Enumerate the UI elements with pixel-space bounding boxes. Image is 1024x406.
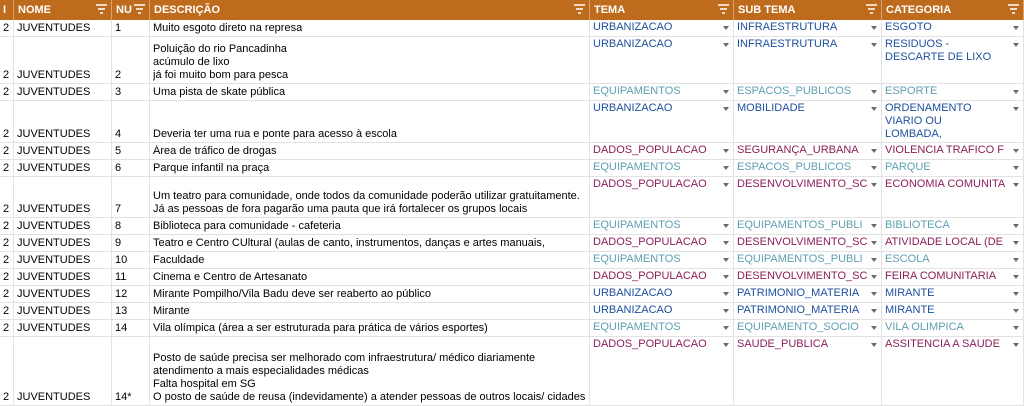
table-row [0,20,1024,37]
nome-value: JUVENTUDES [17,237,91,249]
cell-desc[interactable] [150,84,590,100]
tema-value: EQUIPAMENTOS [593,219,681,231]
categoria-value: BIBLIOTECA [885,219,950,231]
cell-categoria[interactable] [882,269,1024,285]
table-row [0,37,1024,84]
desc-value: Poluição do rio Pancadinha acúmulo de lixo já foi muito bom para pesca [153,43,289,81]
subtema-value: EQUIPAMENTOS_PUBLI [737,219,863,231]
cell-id[interactable] [0,177,14,217]
cell-nome[interactable] [14,320,112,336]
cell-nome[interactable] [14,143,112,159]
desc-value: Deveria ter uma rua e ponte para acesso à escola [153,128,397,140]
cell-subtema[interactable] [734,160,882,176]
nome-value: JUVENTUDES [17,69,91,81]
header-categoria-label: CATEGORIA [886,4,952,16]
nome-value: JUVENTUDES [17,305,91,317]
cell-subtema[interactable] [734,37,882,83]
cell-nome[interactable] [14,218,112,234]
cell-tema[interactable] [590,20,734,36]
cell-id[interactable] [0,218,14,234]
dropdown-arrow-icon[interactable] [723,258,729,262]
cell-num[interactable] [112,252,150,268]
num-value: 12 [115,288,128,300]
table-row [0,252,1024,269]
dropdown-arrow-icon[interactable] [871,326,877,330]
nome-value: JUVENTUDES [17,220,91,232]
num-value: 2 [115,69,122,81]
header-nome[interactable] [14,0,112,20]
cell-num[interactable] [112,320,150,336]
cell-subtema[interactable] [734,177,882,217]
categoria-value: FEIRA COMUNITARIA [885,270,997,282]
header-row [0,0,1024,20]
subtema-value: DESENVOLVIMENTO_SC [737,178,867,190]
dropdown-arrow-icon[interactable] [723,43,729,47]
table-row [0,160,1024,177]
cell-nome[interactable] [14,84,112,100]
num-value: 14* [115,391,132,403]
dropdown-arrow-icon[interactable] [723,275,729,279]
dropdown-arrow-icon[interactable] [1013,43,1019,47]
subtema-value: ESPACOS_PUBLICOS [737,161,852,173]
cell-categoria[interactable] [882,235,1024,251]
cell-subtema[interactable] [734,235,882,251]
cell-categoria[interactable] [882,303,1024,319]
subtema-value: DESENVOLVIMENTO_SC [737,270,867,282]
table-row [0,143,1024,160]
cell-num[interactable] [112,303,150,319]
dropdown-arrow-icon[interactable] [871,309,877,313]
cell-categoria[interactable] [882,160,1024,176]
dropdown-arrow-icon[interactable] [871,26,877,30]
cell-desc[interactable] [150,37,590,83]
cell-subtema[interactable] [734,20,882,36]
header-subtema-label: SUB TEMA [738,4,796,16]
dropdown-arrow-icon[interactable] [723,26,729,30]
cell-nome[interactable] [14,37,112,83]
dropdown-arrow-icon[interactable] [871,43,877,47]
id-value: 2 [3,322,10,334]
categoria-value: VIOLENCIA TRAFICO F [885,144,1004,156]
cell-id[interactable] [0,303,14,319]
id-value: 2 [3,254,10,266]
num-value: 7 [115,203,122,215]
table-row [0,320,1024,337]
filter-icon[interactable] [134,3,145,15]
header-descricao[interactable] [150,0,590,20]
cell-tema[interactable] [590,320,734,336]
cell-id[interactable] [0,252,14,268]
cell-categoria[interactable] [882,252,1024,268]
cell-nome[interactable] [14,303,112,319]
num-value: 3 [115,86,122,98]
num-value: 9 [115,237,122,249]
cell-id[interactable] [0,269,14,285]
cell-tema[interactable] [590,84,734,100]
dropdown-arrow-icon[interactable] [871,241,877,245]
dropdown-arrow-icon[interactable] [871,149,877,153]
desc-value: Vila olímpica (área a ser estruturada para prática de vários esportes) [153,322,488,334]
id-value: 2 [3,288,10,300]
table-row [0,286,1024,303]
dropdown-arrow-icon[interactable] [871,275,877,279]
cell-num[interactable] [112,269,150,285]
cell-num[interactable] [112,143,150,159]
dropdown-arrow-icon[interactable] [1013,166,1019,170]
categoria-value: ATIVIDADE LOCAL (DE [885,236,1003,248]
nome-value: JUVENTUDES [17,22,91,34]
desc-value: Área de tráfico de drogas [153,145,277,157]
cell-id[interactable] [0,84,14,100]
dropdown-arrow-icon[interactable] [871,166,877,170]
cell-categoria[interactable] [882,177,1024,217]
cell-num[interactable] [112,20,150,36]
cell-nome[interactable] [14,20,112,36]
dropdown-arrow-icon[interactable] [1013,26,1019,30]
cell-tema[interactable] [590,269,734,285]
subtema-value: PATRIMONIO_MATERIA [737,287,860,299]
dropdown-arrow-icon[interactable] [723,292,729,296]
nome-value: JUVENTUDES [17,322,91,334]
cell-tema[interactable] [590,160,734,176]
dropdown-arrow-icon[interactable] [723,107,729,111]
cell-categoria[interactable] [882,20,1024,36]
cell-categoria[interactable] [882,320,1024,336]
table-row [0,218,1024,235]
tema-value: EQUIPAMENTOS [593,253,681,265]
cell-num[interactable] [112,37,150,83]
cell-tema[interactable] [590,235,734,251]
dropdown-arrow-icon[interactable] [723,183,729,187]
cell-subtema[interactable] [734,143,882,159]
desc-value: Posto de saúde precisa ser melhorado com infraestrutura/ médico diariamente atendimento a mais especialidades médicas Falta hospital em SG O posto de saúde de reusa (indevidamente) a atender pessoas de outros locais/ cidades [153,352,586,403]
cell-desc[interactable] [150,101,590,142]
desc-value: Muito esgoto direto na represa [153,22,303,34]
dropdown-arrow-icon[interactable] [1013,292,1019,296]
tema-value: DADOS_POPULACAO [593,338,707,350]
cell-nome[interactable] [14,269,112,285]
desc-value: Biblioteca para comunidade - cafeteria [153,220,341,232]
id-value: 2 [3,86,10,98]
tema-value: URBANIZACAO [593,21,673,33]
categoria-value: ECONOMIA COMUNITA [885,178,1006,190]
dropdown-arrow-icon[interactable] [1013,275,1019,279]
table-row [0,303,1024,320]
dropdown-arrow-icon[interactable] [723,90,729,94]
cell-id[interactable] [0,101,14,142]
subtema-value: EQUIPAMENTOS_PUBLI [737,253,863,265]
table-row [0,84,1024,101]
cell-categoria[interactable] [882,143,1024,159]
cell-id[interactable] [0,143,14,159]
nome-value: JUVENTUDES [17,128,91,140]
cell-subtema[interactable] [734,303,882,319]
cell-subtema[interactable] [734,269,882,285]
num-value: 5 [115,145,122,157]
cell-num[interactable] [112,101,150,142]
id-value: 2 [3,203,10,215]
dropdown-arrow-icon[interactable] [871,343,877,347]
cell-subtema[interactable] [734,101,882,142]
cell-tema[interactable] [590,143,734,159]
dropdown-arrow-icon[interactable] [1013,258,1019,262]
subtema-value: SEGURANÇA_URBANA [737,144,859,156]
num-value: 14 [115,322,128,334]
dropdown-arrow-icon[interactable] [723,149,729,153]
dropdown-arrow-icon[interactable] [871,90,877,94]
desc-value: Uma pista de skate pública [153,86,286,98]
cell-subtema[interactable] [734,320,882,336]
subtema-value: MOBILIDADE [737,102,805,114]
categoria-value: ESGOTO [885,21,932,33]
dropdown-arrow-icon[interactable] [1013,224,1019,228]
categoria-value: ESCOLA [885,253,930,265]
dropdown-arrow-icon[interactable] [723,166,729,170]
dropdown-arrow-icon[interactable] [723,326,729,330]
tema-value: URBANIZACAO [593,304,673,316]
dropdown-arrow-icon[interactable] [1013,241,1019,245]
tema-value: DADOS_POPULACAO [593,270,707,282]
nome-value: JUVENTUDES [17,145,91,157]
filter-icon[interactable] [866,3,877,15]
cell-nome[interactable] [14,160,112,176]
cell-desc[interactable] [150,337,590,405]
header-numero-label: NU [116,4,132,16]
dropdown-arrow-icon[interactable] [723,241,729,245]
num-value: 4 [115,128,122,140]
table-row [0,235,1024,252]
nome-value: JUVENTUDES [17,86,91,98]
tema-value: EQUIPAMENTOS [593,161,681,173]
tema-value: URBANIZACAO [593,287,673,299]
desc-value: Teatro e Centro CUltural (aulas de canto, instrumentos, danças e artes manuais, [153,237,545,249]
cell-categoria[interactable] [882,101,1024,142]
cell-subtema[interactable] [734,252,882,268]
id-value: 2 [3,391,10,403]
id-value: 2 [3,69,10,81]
cell-nome[interactable] [14,337,112,405]
dropdown-arrow-icon[interactable] [723,224,729,228]
cell-id[interactable] [0,320,14,336]
cell-desc[interactable] [150,177,590,217]
header-subtema[interactable] [734,0,882,20]
cell-categoria[interactable] [882,37,1024,83]
cell-nome[interactable] [14,177,112,217]
cell-num[interactable] [112,84,150,100]
cell-nome[interactable] [14,101,112,142]
desc-value: Mirante Pompilho/Vila Badu deve ser reaberto ao público [153,288,432,300]
cell-tema[interactable] [590,252,734,268]
table-row [0,337,1024,406]
header-id-label: I [3,4,7,16]
table-row [0,269,1024,286]
tema-value: DADOS_POPULACAO [593,144,707,156]
desc-value: Faculdade [153,254,205,266]
cell-id[interactable] [0,20,14,36]
subtema-value: SAUDE_PUBLICA [737,338,829,350]
cell-num[interactable] [112,337,150,405]
dropdown-arrow-icon[interactable] [723,343,729,347]
tema-value: DADOS_POPULACAO [593,178,707,190]
cell-subtema[interactable] [734,337,882,405]
subtema-value: ESPACOS_PUBLICOS [737,85,852,97]
desc-value: Parque infantil na praça [153,162,270,174]
nome-value: JUVENTUDES [17,254,91,266]
cell-nome[interactable] [14,286,112,302]
dropdown-arrow-icon[interactable] [1013,309,1019,313]
desc-value: Um teatro para comunidade, onde todos da comunidade poderão utilizar gratuitamente. Já as pessoas de fora pagarão uma pauta que irá fortalecer os grupos locais [153,190,580,215]
subtema-value: DESENVOLVIMENTO_SC [737,236,867,248]
categoria-value: MIRANTE [885,287,935,299]
cell-num[interactable] [112,286,150,302]
dropdown-arrow-icon[interactable] [723,309,729,313]
nome-value: JUVENTUDES [17,162,91,174]
dropdown-arrow-icon[interactable] [1013,183,1019,187]
header-tema-label: TEMA [594,4,626,16]
cell-id[interactable] [0,337,14,405]
categoria-value: VILA OLIMPICA [885,321,964,333]
nome-value: JUVENTUDES [17,288,91,300]
cell-tema[interactable] [590,218,734,234]
cell-id[interactable] [0,160,14,176]
id-value: 2 [3,305,10,317]
header-nome-label: NOME [18,4,51,16]
cell-num[interactable] [112,177,150,217]
header-numero[interactable] [112,0,150,20]
nome-value: JUVENTUDES [17,271,91,283]
dropdown-arrow-icon[interactable] [871,258,877,262]
num-value: 10 [115,254,128,266]
id-value: 2 [3,220,10,232]
num-value: 8 [115,220,122,232]
nome-value: JUVENTUDES [17,203,91,215]
subtema-value: INFRAESTRUTURA [737,38,838,50]
cell-tema[interactable] [590,303,734,319]
subtema-value: EQUIPAMENTO_SOCIO [737,321,859,333]
categoria-value: ESPORTE [885,85,938,97]
cell-id[interactable] [0,286,14,302]
filter-icon[interactable] [574,3,585,15]
cell-nome[interactable] [14,252,112,268]
num-value: 1 [115,22,122,34]
categoria-value: RESIDUOS - DESCARTE DE LIXO [885,38,992,63]
cell-desc[interactable] [150,286,590,302]
tema-value: EQUIPAMENTOS [593,321,681,333]
dropdown-arrow-icon[interactable] [1013,326,1019,330]
filter-icon[interactable] [1008,3,1019,15]
num-value: 11 [115,271,127,283]
desc-value: Cinema e Centro de Artesanato [153,271,308,283]
cell-subtema[interactable] [734,84,882,100]
subtema-value: INFRAESTRUTURA [737,21,838,33]
categoria-value: PARQUE [885,161,931,173]
header-descricao-label: DESCRIÇÃO [154,4,221,16]
cell-id[interactable] [0,37,14,83]
filter-icon[interactable] [96,3,107,15]
desc-value: Mirante [153,305,190,317]
dropdown-arrow-icon[interactable] [871,224,877,228]
cell-num[interactable] [112,218,150,234]
cell-categoria[interactable] [882,286,1024,302]
cell-desc[interactable] [150,20,590,36]
header-categoria[interactable] [882,0,1024,20]
cell-desc[interactable] [150,320,590,336]
id-value: 2 [3,237,10,249]
id-value: 2 [3,145,10,157]
subtema-value: PATRIMONIO_MATERIA [737,304,860,316]
table-row [0,177,1024,218]
dropdown-arrow-icon[interactable] [1013,107,1019,111]
cell-desc[interactable] [150,235,590,251]
dropdown-arrow-icon[interactable] [1013,343,1019,347]
cell-categoria[interactable] [882,337,1024,405]
tema-value: DADOS_POPULACAO [593,236,707,248]
dropdown-arrow-icon[interactable] [871,107,877,111]
id-value: 2 [3,22,10,34]
cell-subtema[interactable] [734,286,882,302]
num-value: 6 [115,162,122,174]
id-value: 2 [3,271,10,283]
cell-num[interactable] [112,160,150,176]
num-value: 13 [115,305,128,317]
cell-desc[interactable] [150,303,590,319]
cell-tema[interactable] [590,101,734,142]
cell-subtema[interactable] [734,218,882,234]
cell-num[interactable] [112,235,150,251]
filter-icon[interactable] [718,3,729,15]
tema-value: URBANIZACAO [593,38,673,50]
categoria-value: ORDENAMENTO VIARIO OU LOMBADA, [885,102,972,140]
cell-desc[interactable] [150,160,590,176]
cell-tema[interactable] [590,286,734,302]
dropdown-arrow-icon[interactable] [871,292,877,296]
table-row [0,101,1024,143]
dropdown-arrow-icon[interactable] [1013,149,1019,153]
tema-value: URBANIZACAO [593,102,673,114]
cell-nome[interactable] [14,235,112,251]
categoria-value: ASSITENCIA A SAUDE [885,338,1000,350]
cell-desc[interactable] [150,269,590,285]
cell-tema[interactable] [590,177,734,217]
cell-categoria[interactable] [882,84,1024,100]
categoria-value: MIRANTE [885,304,935,316]
cell-categoria[interactable] [882,218,1024,234]
cell-id[interactable] [0,235,14,251]
dropdown-arrow-icon[interactable] [871,183,877,187]
id-value: 2 [3,128,10,140]
tema-value: EQUIPAMENTOS [593,85,681,97]
cell-desc[interactable] [150,218,590,234]
cell-tema[interactable] [590,37,734,83]
header-tema[interactable] [590,0,734,20]
cell-desc[interactable] [150,252,590,268]
header-id[interactable] [0,0,14,20]
cell-desc[interactable] [150,143,590,159]
dropdown-arrow-icon[interactable] [1013,90,1019,94]
id-value: 2 [3,162,10,174]
cell-tema[interactable] [590,337,734,405]
nome-value: JUVENTUDES [17,391,91,403]
